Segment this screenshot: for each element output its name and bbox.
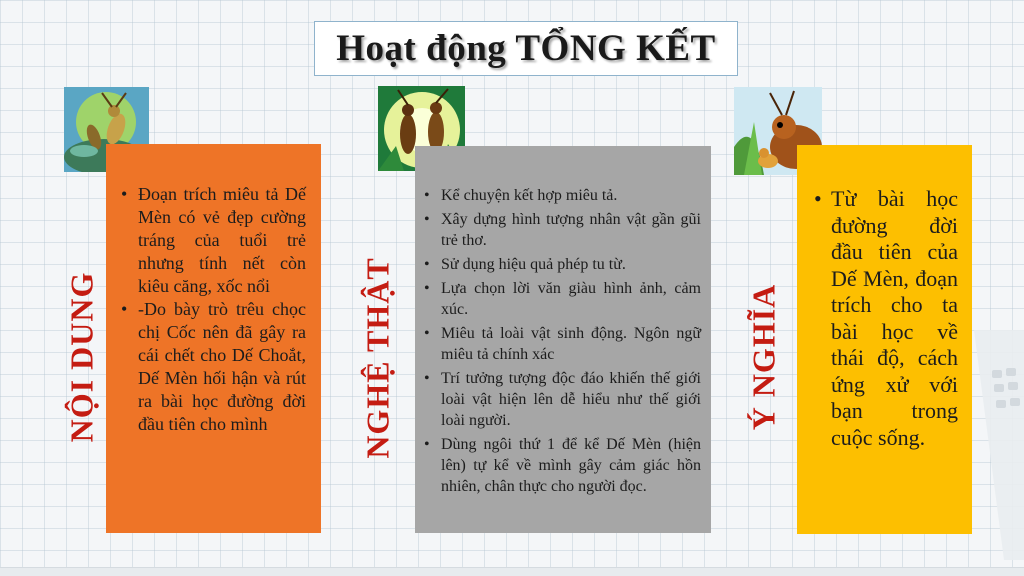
y-nghia-list: [831, 186, 958, 451]
y-nghia-label: Ý NGHĨA: [745, 283, 782, 431]
list-item: • Xây dựng hình tượng nhân vật gần gũi trẻ thơ.: [441, 209, 701, 251]
list-item: • -Do bày trò trêu chọc chị Cốc nên đã gây ra cái chết cho Dế Choắt, Dế Mèn hối hận và rút ra bài học đường đời đầu tiên cho mình: [138, 298, 306, 436]
keyboard-decoration-icon: [944, 330, 1024, 560]
title-box: [314, 21, 738, 76]
list-item: • Trí tưởng tượng độc đáo khiến thế giới loài vật hiện lên dễ hiểu như thế giới loài người.: [441, 368, 701, 431]
nghe-that-list: [441, 185, 701, 500]
list-item: • Dùng ngôi thứ 1 để kể Dế Mèn (hiện lên) tự kể về mình gây cảm giác hồn nhiên, chân thực cho người đọc.: [441, 434, 701, 497]
list-item: • Kể chuyện kết hợp miêu tả.: [441, 185, 701, 206]
list-item: • Lựa chọn lời văn giàu hình ảnh, cảm xúc.: [441, 278, 701, 320]
slide-title: Hoạt động TỔNG KẾT: [336, 28, 716, 69]
list-item: • Sử dụng hiệu quả phép tu từ.: [441, 254, 701, 275]
nghe-that-label: NGHỆ THẬT: [359, 257, 396, 459]
list-item: • Đoạn trích miêu tả Dế Mèn có vẻ đẹp cường tráng của tuổi trẻ nhưng tính nết còn kiêu căng, xốc nổi: [138, 183, 306, 298]
list-item: • Miêu tả loài vật sinh động. Ngôn ngữ miêu tả chính xác: [441, 323, 701, 365]
noi-dung-list: [138, 183, 306, 436]
noi-dung-label: NỘI DUNG: [63, 271, 100, 443]
bottom-strip: [0, 567, 1024, 576]
list-item: • Từ bài học đường đời đầu tiên của Dế Mèn, đoạn trích cho ta bài học về thái độ, cách ứng xử với bạn trong cuộc sống.: [831, 186, 958, 451]
